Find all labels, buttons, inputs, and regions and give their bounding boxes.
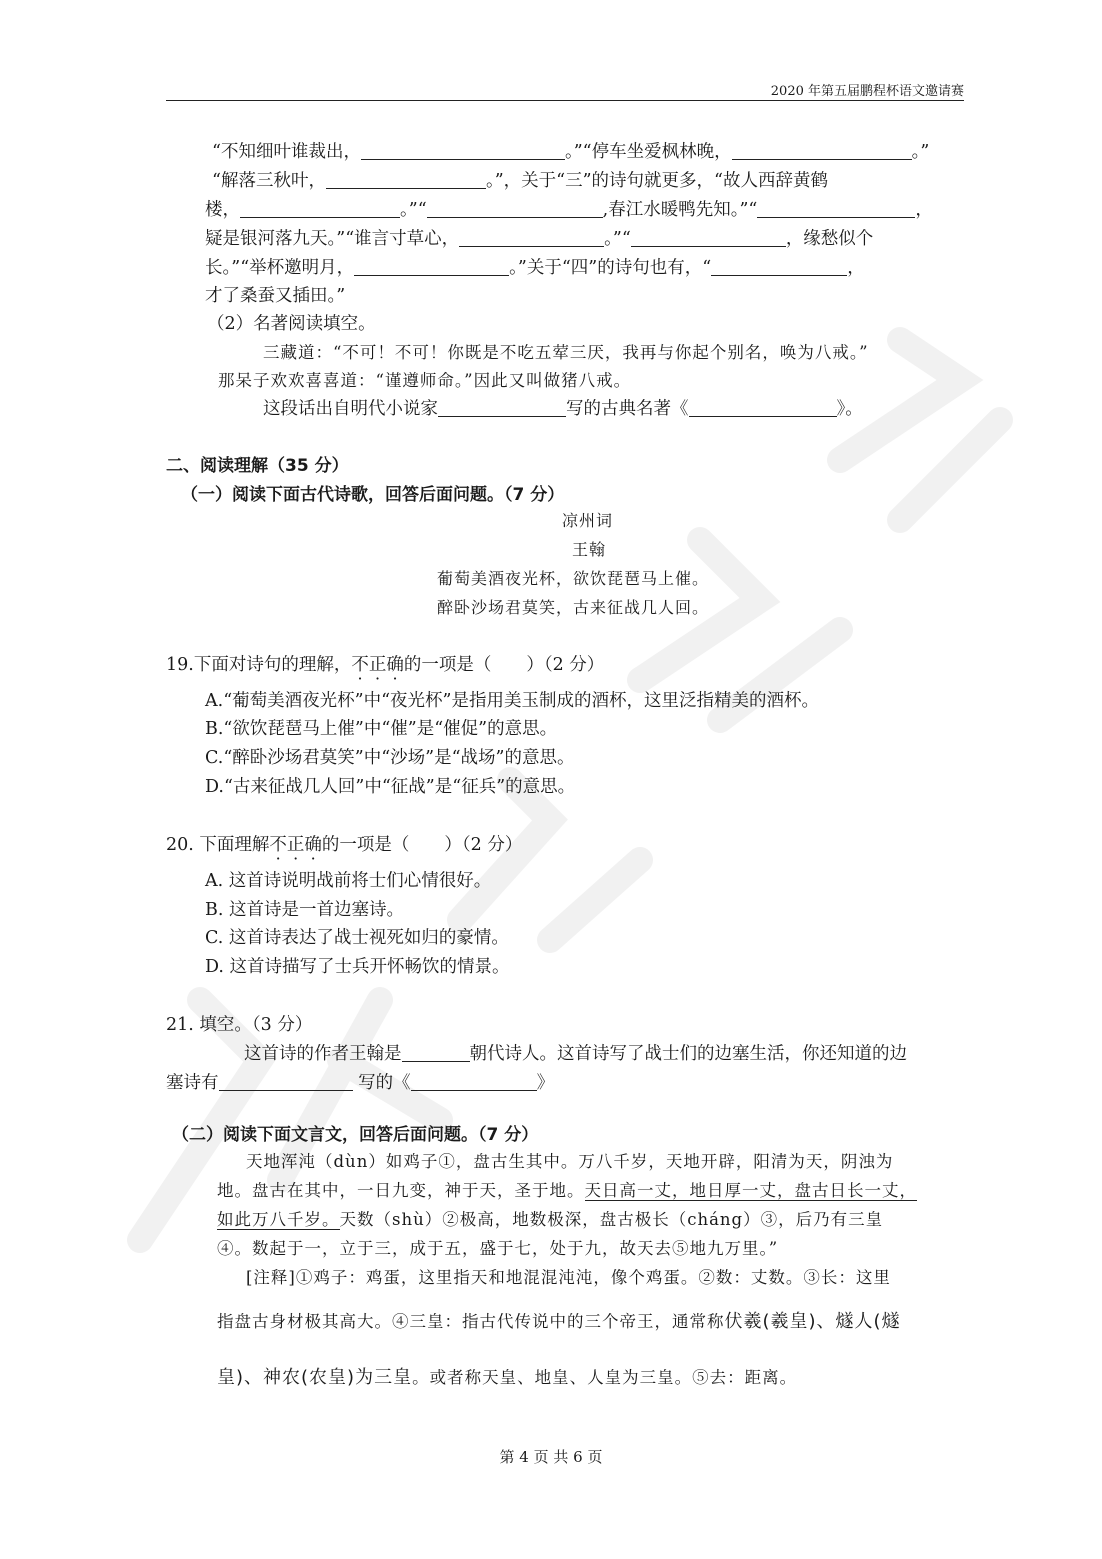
classic-fill-line: 这段话出自明代小说家 写的古典名著《 》。 — [263, 399, 863, 419]
poem-author: 王翰 — [572, 540, 607, 559]
classical-text-line: ④。数起于一，立于三，成于五，盛于七，处于九，故天去⑤地九万里。” — [217, 1239, 779, 1258]
annotation-line: 皇)、神农(农皇)为三皇。或者称天皇、地皇、人皇为三皇。⑤去：距离。 — [217, 1367, 798, 1388]
header-title: 2020 年第五届鹏程杯语文邀请赛 — [770, 84, 964, 99]
answer-blank[interactable] — [711, 257, 847, 276]
answer-blank[interactable] — [361, 141, 565, 160]
answer-blank[interactable] — [757, 199, 915, 218]
poem-fill-line-6: 才了桑蚕又插田。” — [205, 286, 346, 306]
subsection-heading: （一）阅读下面古代诗歌，回答后面问题。（7 分） — [181, 485, 565, 505]
q21-fill-line-2: 塞诗有 写的《 》 — [166, 1073, 555, 1093]
q21-fill-line-1: 这首诗的作者王翰是 朝代诗人。这首诗写了战士们的边塞生活，你还知道的边 — [244, 1044, 907, 1064]
poem-fill-line-2: “解落三秋叶， 。”，关于“三”的诗句就更多，“故人西辞黄鹤 — [212, 171, 828, 191]
section-heading: 二、阅读理解（35 分） — [166, 456, 349, 476]
annotation-line: [注释]①鸡子：鸡蛋，这里指天和地混混沌沌，像个鸡蛋。②数：丈数。③长：这里 — [246, 1268, 891, 1287]
answer-blank[interactable] — [631, 228, 786, 247]
question-21: 21. 填空。（3 分） — [166, 1015, 313, 1035]
annotation-line: 指盘古身材极其高大。④三皇：指古代传说中的三个帝王，通常称伏羲(羲皇)、燧人(燧 — [217, 1311, 901, 1332]
classic-reading-label: （2）名著阅读填空。 — [207, 314, 376, 334]
answer-blank[interactable] — [402, 1043, 470, 1062]
poem-fill-line-5: 长。”“举杯邀明月， 。”关于“四”的诗句也有，“ ， — [205, 258, 865, 278]
answer-blank[interactable] — [459, 228, 604, 247]
answer-blank[interactable] — [326, 170, 486, 189]
option-d: D.“古来征战几人回”中“征战”是“征兵”的意思。 — [205, 777, 576, 797]
option-b: B.“欲饮琵琶马上催”中“催”是“催促”的意思。 — [205, 719, 558, 739]
answer-blank[interactable] — [219, 1072, 353, 1091]
poem-line: 葡萄美酒夜光杯，欲饮琵琶马上催。 — [437, 569, 710, 588]
poem-fill-line-3: 楼， 。”“ ,春江水暖鸭先知。”“ ， — [205, 200, 933, 220]
poem-title: 凉州词 — [562, 511, 614, 530]
classic-quote-line-2: 那呆子欢欢喜喜道：“谨遵师命。”因此又叫做猪八戒。 — [218, 371, 632, 390]
classical-text-line: 地。盘古在其中，一日九变，神于天，圣于地。天日高一丈，地日厚一丈，盘古日长一丈， — [217, 1181, 917, 1200]
option-c: C. 这首诗表达了战士视死如归的豪情。 — [205, 928, 509, 948]
question-19: 19.下面对诗句的理解，不正确的一项是（ ）（2 分） — [166, 655, 605, 675]
poem-line: 醉卧沙场君莫笑，古来征战几人回。 — [437, 598, 710, 617]
classical-text-line: 天地浑沌（dùn）如鸡子①，盘古生其中。万八千岁，天地开辟，阳清为天，阴浊为 — [246, 1152, 894, 1171]
question-20: 20. 下面理解不正确的一项是（ ）（2 分） — [166, 835, 523, 855]
page-number: 第 4 页 共 6 页 — [499, 1448, 603, 1466]
watermark-logo — [80, 300, 1040, 1300]
header-divider — [166, 100, 964, 101]
poem-fill-line-1: “不知细叶谁裁出， 。”“停车坐爱枫林晚， 。” — [212, 142, 930, 162]
answer-blank[interactable] — [732, 141, 912, 160]
answer-blank[interactable] — [427, 199, 603, 218]
option-a: A. 这首诗说明战前将士们心情很好。 — [205, 871, 492, 891]
answer-blank[interactable] — [689, 398, 837, 417]
answer-blank[interactable] — [354, 257, 509, 276]
option-a: A.“葡萄美酒夜光杯”中“夜光杯”是指用美玉制成的酒杯，这里泛指精美的酒杯。 — [205, 691, 819, 711]
answer-blank[interactable] — [411, 1072, 537, 1091]
option-b: B. 这首诗是一首边塞诗。 — [205, 900, 404, 920]
poem-fill-line-4: 疑是银河落九天。”“谁言寸草心， 。”“ ，缘愁似个 — [205, 229, 874, 249]
answer-blank[interactable] — [438, 398, 566, 417]
answer-blank[interactable] — [240, 199, 400, 218]
subsection-heading: （二）阅读下面文言文，回答后面问题。（7 分） — [172, 1125, 539, 1145]
classic-quote-line-1: 三藏道：“不可！不可！你既是不吃五荤三厌，我再与你起个别名，唤为八戒。” — [263, 343, 869, 362]
option-c: C.“醉卧沙场君莫笑”中“沙场”是“战场”的意思。 — [205, 748, 575, 768]
classical-text-line: 如此万八千岁。天数（shù）②极高，地数极深，盘古极长（cháng）③，后乃有三皇 — [217, 1210, 884, 1229]
underlined-sentence: 如此万八千岁。 — [217, 1210, 340, 1229]
option-d: D. 这首诗描写了士兵开怀畅饮的情景。 — [205, 957, 510, 977]
underlined-sentence: 天日高一丈，地日厚一丈，盘古日长一丈， — [584, 1181, 917, 1200]
